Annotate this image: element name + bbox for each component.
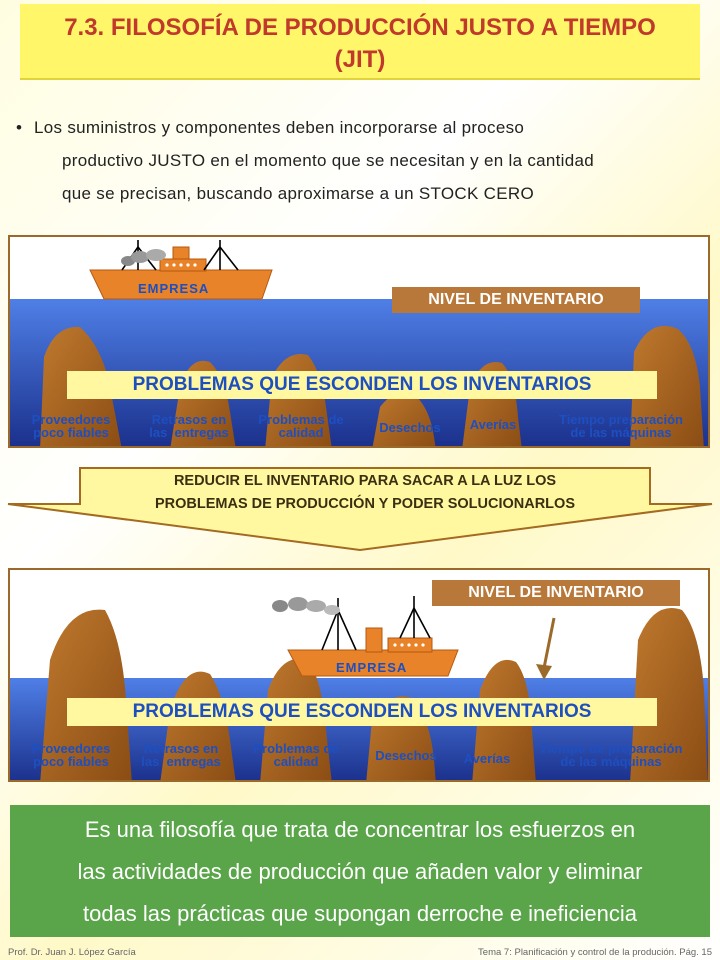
footer-page-info: Tema 7: Planificación y control de la produción. Pág. 15 (478, 947, 712, 958)
problem-label: Averías (469, 417, 517, 432)
title-line-2: (JIT) (334, 46, 386, 73)
level-pointer-head (536, 664, 552, 680)
conclusion-box (10, 805, 710, 937)
conclusion-line-3: todas las prácticas que supongan derroche e ineficiencia (82, 901, 638, 926)
level-pointer-arrow (544, 618, 554, 668)
problem-label: Proveedores poco fiables (31, 741, 111, 769)
bullet-line-1: Los suministros y componentes deben incorporarse al proceso (34, 118, 525, 137)
problem-label: Problemas de calidad (258, 412, 344, 440)
arrow-text-line-1: REDUCIR EL INVENTARIO PARA SACAR A LA LUZ LOS (173, 473, 557, 489)
slide-title (20, 4, 700, 80)
problems-banner: PROBLEMAS QUE ESCONDEN LOS INVENTARIOS (67, 371, 657, 399)
arrow-text (80, 470, 650, 516)
problem-label: Tiempo de preparación de las máquinas (539, 741, 683, 769)
problem-label: Tiempo preparación de las máquinas (558, 412, 683, 440)
inventory-level-label: NIVEL DE INVENTARIO (392, 287, 640, 313)
title-line-1: 7.3. FILOSOFÍA DE PRODUCCIÓN JUSTO A TIEMPO (64, 14, 656, 41)
inventory-level-label: NIVEL DE INVENTARIO (432, 580, 680, 606)
footer-author: Prof. Dr. Juan J. López García (8, 947, 136, 958)
problems-banner: PROBLEMAS QUE ESCONDEN LOS INVENTARIOS (67, 698, 657, 726)
bullet-line-3: que se precisan, buscando aproximarse a un STOCK CERO (62, 184, 534, 203)
conclusion-line-1: Es una filosofía que trata de concentrar los esfuerzos en (84, 817, 636, 842)
problem-label: Desechos (379, 420, 441, 435)
problem-label: Desechos (375, 748, 437, 763)
panel-low-inventory (8, 568, 710, 782)
problem-label: Retrasos en las entregas (149, 412, 229, 440)
ship-label: EMPRESA (336, 660, 408, 675)
ship-label: EMPRESA (138, 281, 210, 296)
problem-label: Proveedores poco fiables (31, 412, 111, 440)
conclusion-line-2: las actividades de producción que añaden valor y eliminar (77, 859, 643, 884)
bullet-line-2: productivo JUSTO en el momento que se necesitan y en la cantidad (62, 151, 595, 170)
panel-high-inventory (8, 235, 710, 448)
problem-label: Problemas de calidad (253, 741, 339, 769)
problem-label: Retrasos en las entregas (141, 741, 221, 769)
bullet-dot: • (16, 118, 23, 137)
arrow-text-line-2: PROBLEMAS DE PRODUCCIÓN Y PODER SOLUCIONARLOS (154, 496, 575, 512)
problem-label: Averías (463, 751, 511, 766)
